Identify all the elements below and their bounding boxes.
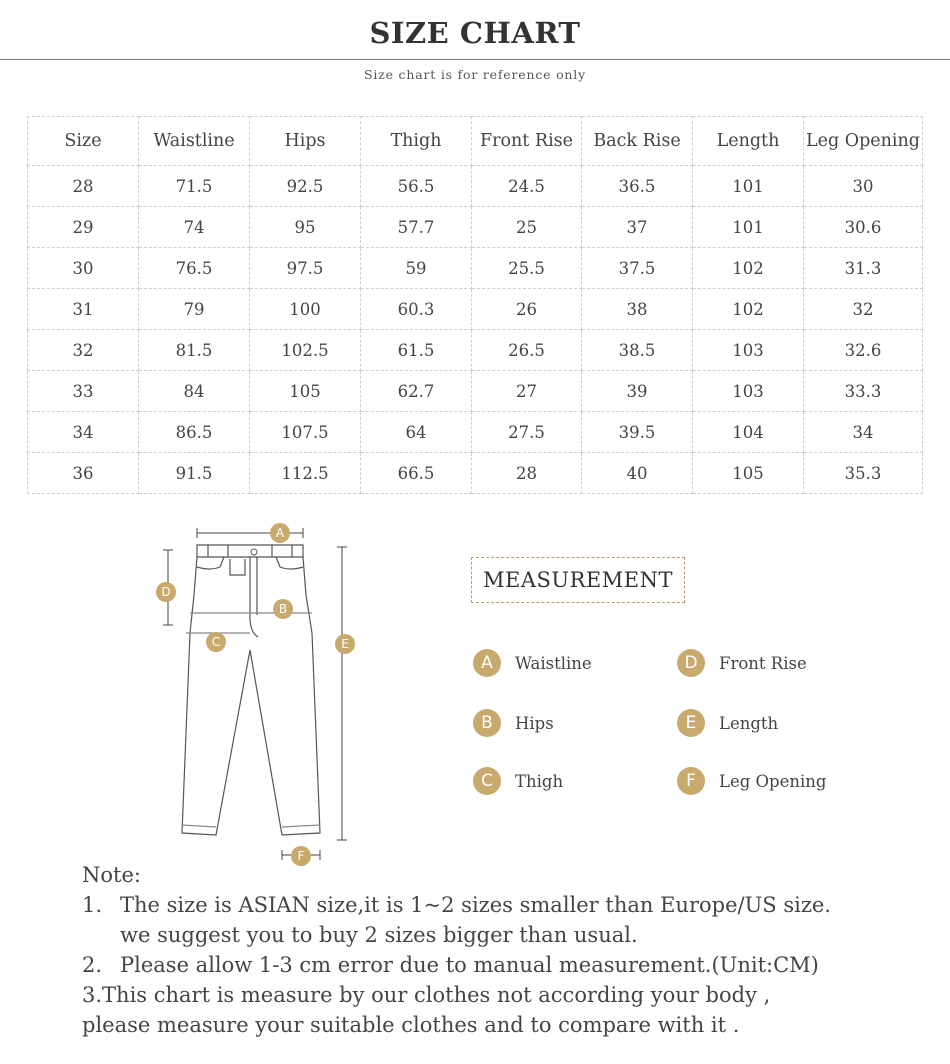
badge-f-icon: F [677,767,705,795]
table-cell: 60.3 [361,289,472,330]
table-row [28,371,923,412]
table-cell: 112.5 [250,453,361,494]
table-cell: 66.5 [361,453,472,494]
marker-e-letter: E [341,637,349,651]
table-cell: 29 [28,207,139,248]
legend-item-front-rise [677,648,807,678]
notes-heading: Note: [82,863,141,887]
table-cell: 79 [139,289,250,330]
table-cell: 100 [250,289,361,330]
table-cell: 40 [582,453,693,494]
table-cell: 35.3 [804,453,923,494]
legend-label: Thigh [515,771,564,791]
table-cell: 92.5 [250,166,361,207]
table-cell: 74 [139,207,250,248]
legend-label: Hips [515,713,554,733]
table-cell: 32 [804,289,923,330]
table-cell: 27 [472,371,582,412]
note-number: 1. [82,893,103,917]
badge-c-icon: C [473,767,501,795]
table-cell: 26 [472,289,582,330]
table-row [28,166,923,207]
table-cell: 86.5 [139,412,250,453]
table-cell: 76.5 [139,248,250,289]
table-cell: 102.5 [250,330,361,371]
legend-item-waistline [473,648,592,678]
column-header: Front Rise [472,117,582,166]
table-cell: 105 [250,371,361,412]
pants-outline [182,557,320,835]
column-header: Length [693,117,804,166]
table-cell: 71.5 [139,166,250,207]
marker-b-letter: B [278,602,288,616]
badge-b-icon: B [473,709,501,737]
table-cell: 37 [582,207,693,248]
note-text: Please allow 1-3 cm error due to manual measurement.(Unit:CM) [120,953,819,977]
table-row [28,248,923,289]
marker-c-letter: C [211,635,221,649]
table-cell: 91.5 [139,453,250,494]
table-row [28,207,923,248]
table-cell: 33 [28,371,139,412]
table-cell: 62.7 [361,371,472,412]
table-cell: 101 [693,166,804,207]
legend-label: Front Rise [719,653,807,673]
marker-d-letter: D [161,585,171,599]
note-item-1-continued: we suggest you to buy 2 sizes bigger than usual. [120,923,638,947]
table-cell: 26.5 [472,330,582,371]
table-row [28,412,923,453]
table-cell: 39 [582,371,693,412]
note-item-2 [82,950,942,980]
table-row [28,330,923,371]
legend-item-length [677,708,778,738]
table-cell: 34 [28,412,139,453]
table-cell: 39.5 [582,412,693,453]
table-header-row [28,117,923,166]
table-cell: 36.5 [582,166,693,207]
column-header: Waistline [139,117,250,166]
table-cell: 32.6 [804,330,923,371]
table-cell: 61.5 [361,330,472,371]
table-cell: 103 [693,330,804,371]
table-cell: 105 [693,453,804,494]
table-cell: 30 [28,248,139,289]
table-cell: 28 [28,166,139,207]
size-table [27,116,923,494]
table-cell: 30.6 [804,207,923,248]
legend-label: Length [719,713,779,733]
table-cell: 38.5 [582,330,693,371]
table-cell: 27.5 [472,412,582,453]
column-header: Back Rise [582,117,693,166]
legend-label: Waistline [515,653,592,673]
table-cell: 107.5 [250,412,361,453]
table-cell: 104 [693,412,804,453]
table-cell: 101 [693,207,804,248]
legend-item-hips [473,708,554,738]
table-cell: 102 [693,289,804,330]
badge-a-icon: A [473,649,501,677]
note-item-3: 3.This chart is measure by our clothes not according your body , [82,983,771,1007]
table-cell: 24.5 [472,166,582,207]
table-cell: 34 [804,412,923,453]
table-cell: 59 [361,248,472,289]
table-cell: 81.5 [139,330,250,371]
pants-waistband [197,545,303,557]
badge-d-icon: D [677,649,705,677]
table-cell: 37.5 [582,248,693,289]
column-header: Thigh [361,117,472,166]
table-cell: 38 [582,289,693,330]
table-cell: 102 [693,248,804,289]
table-cell: 103 [693,371,804,412]
table-cell: 32 [28,330,139,371]
table-cell: 25 [472,207,582,248]
pants-diagram [150,515,380,875]
table-row [28,289,923,330]
page-title: SIZE CHART [369,16,581,50]
legend-item-leg-opening [677,766,826,796]
table-cell: 36 [28,453,139,494]
table-cell: 31 [28,289,139,330]
note-item-3-continued: please measure your suitable clothes and to compare with it . [82,1013,740,1037]
marker-a-letter: A [275,526,285,540]
table-cell: 28 [472,453,582,494]
table-cell: 84 [139,371,250,412]
table-cell: 95 [250,207,361,248]
table-cell: 64 [361,412,472,453]
table-cell: 97.5 [250,248,361,289]
notes-section [82,860,942,1040]
marker-f-letter: F [297,849,305,863]
note-number: 2. [82,953,103,977]
table-cell: 25.5 [472,248,582,289]
legend-label: Leg Opening [719,771,827,791]
table-cell: 31.3 [804,248,923,289]
table-cell: 57.7 [361,207,472,248]
column-header: Size [28,117,139,166]
table-cell: 56.5 [361,166,472,207]
note-item-1 [82,890,942,920]
column-header: Leg Opening [804,117,923,166]
title-divider [0,59,950,60]
measurement-title: MEASUREMENT [471,557,685,603]
legend-item-thigh [473,766,563,796]
table-cell: 33.3 [804,371,923,412]
column-header: Hips [250,117,361,166]
table-row [28,453,923,494]
note-text: The size is ASIAN size,it is 1~2 sizes smaller than Europe/US size. [120,893,831,917]
table-cell: 30 [804,166,923,207]
badge-e-icon: E [677,709,705,737]
page-subtitle: Size chart is for reference only [364,67,586,82]
